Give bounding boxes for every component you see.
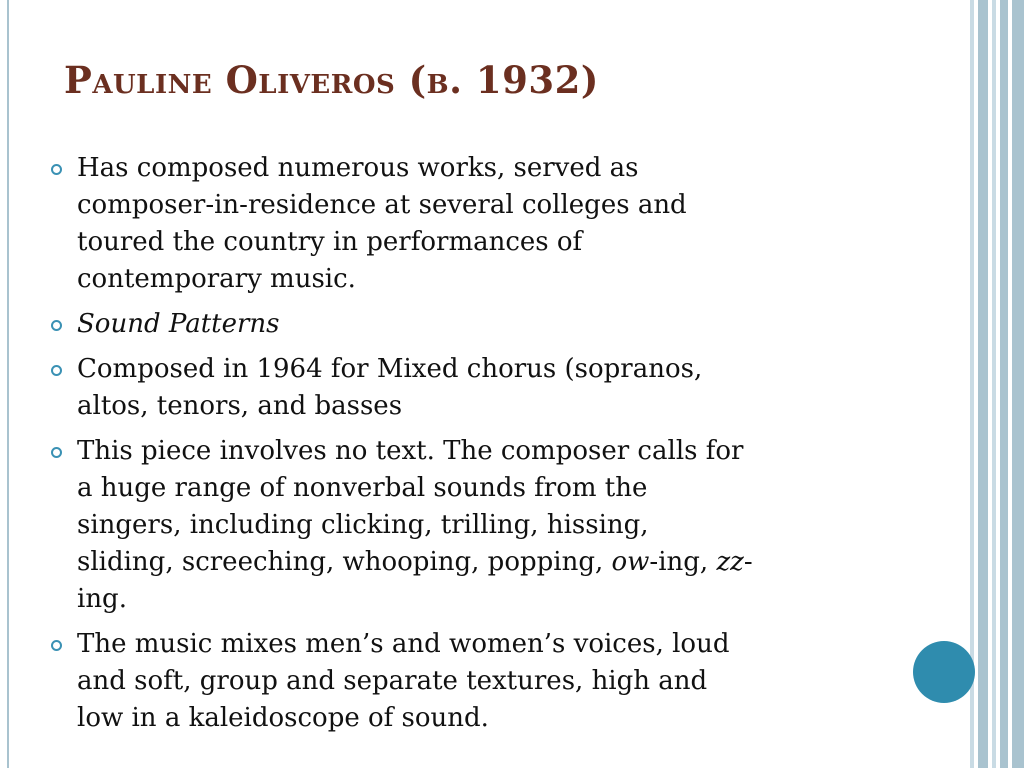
- text-run: -ing,: [649, 547, 717, 577]
- text-run: -: [743, 547, 753, 577]
- bullet-list: [48, 150, 888, 745]
- bullet-text-line-mixed: [77, 544, 888, 581]
- hollow-circle-bullet-icon: [51, 640, 62, 651]
- filled-circle-decor-icon: [913, 641, 975, 703]
- hollow-circle-bullet-icon: [51, 164, 62, 175]
- slide-title: Pauline Oliveros (b. 1932): [64, 58, 599, 102]
- stripe-5: [1012, 0, 1024, 768]
- bullet-text-line: altos, tenors, and basses: [77, 391, 403, 421]
- stripe-3: [992, 0, 996, 768]
- stripe-4: [1000, 0, 1008, 768]
- bullet-item-1: [48, 150, 888, 298]
- bullet-text-line: Composed in 1964 for Mixed chorus (sopranos,: [77, 354, 703, 384]
- bullet-item-4: [48, 433, 888, 618]
- bullet-text-line: a huge range of nonverbal sounds from the: [77, 473, 648, 503]
- bullet-text-line: low in a kaleidoscope of sound.: [77, 703, 489, 733]
- bullet-item-2: [48, 306, 888, 343]
- right-decorative-stripes: [970, 0, 1024, 768]
- left-border-line: [7, 0, 9, 768]
- hollow-circle-bullet-icon: [51, 365, 62, 376]
- stripe-1: [970, 0, 974, 768]
- text-run: sliding, screeching, whooping, popping,: [77, 547, 612, 577]
- bullet-item-5: [48, 626, 888, 737]
- bullet-text-line: composer-in-residence at several colleges and: [77, 190, 687, 220]
- bullet-text-line: contemporary music.: [77, 264, 356, 294]
- bullet-text-line: This piece involves no text. The composer calls for: [77, 436, 744, 466]
- work-title: Sound Patterns: [77, 309, 280, 339]
- bullet-text-line: singers, including clicking, trilling, hissing,: [77, 510, 649, 540]
- bullet-text-line: The music mixes men’s and women’s voices, loud: [77, 629, 730, 659]
- bullet-text-line: ing.: [77, 584, 127, 614]
- bullet-text-line: Has composed numerous works, served as: [77, 153, 639, 183]
- bullet-text-line: toured the country in performances of: [77, 227, 583, 257]
- stripe-2: [978, 0, 988, 768]
- italic-run: zz: [716, 547, 744, 577]
- bullet-text-line: and soft, group and separate textures, high and: [77, 666, 708, 696]
- hollow-circle-bullet-icon: [51, 447, 62, 458]
- bullet-item-3: [48, 351, 888, 425]
- italic-run: ow: [611, 547, 650, 577]
- hollow-circle-bullet-icon: [51, 320, 62, 331]
